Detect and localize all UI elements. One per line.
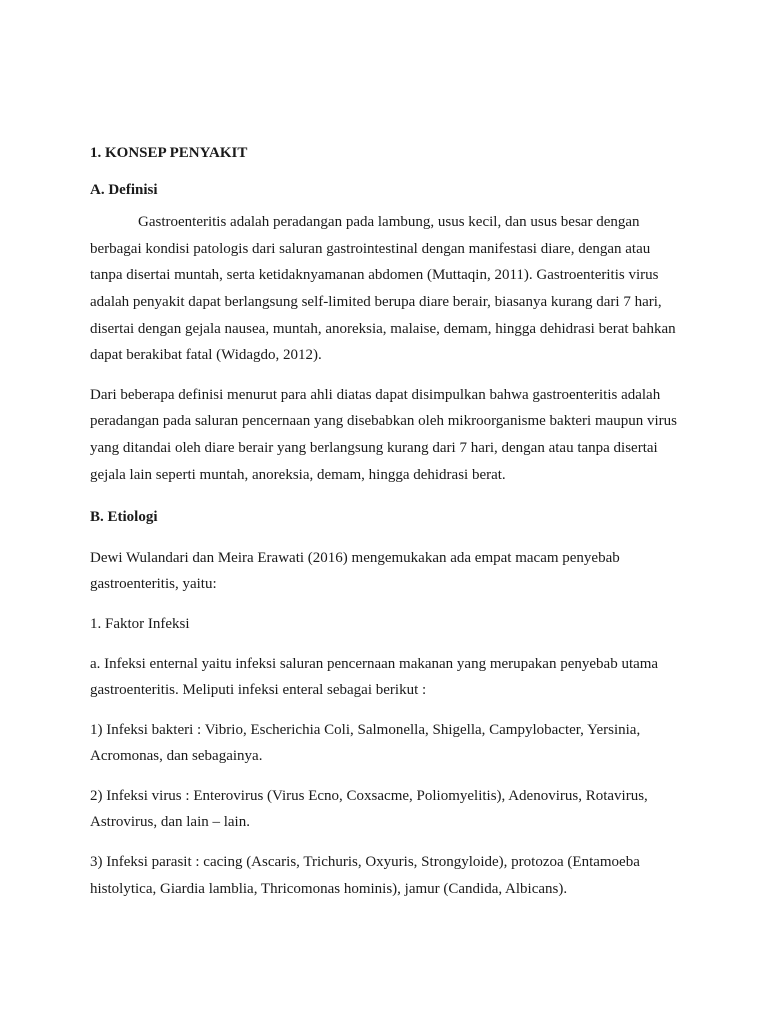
- item-parasitic-infection: 3) Infeksi parasit : cacing (Ascaris, Trichuris, Oxyuris, Strongyloide), protozoa (Entamoeba histolytica, Giardia lamblia, Thricomonas hominis), jamur (Candida, Albicans).: [90, 854, 640, 897]
- section-b-heading: B. Etiologi: [90, 509, 158, 526]
- document-page: [90, 140, 680, 902]
- item-enteral-infection: a. Infeksi enternal yaitu infeksi saluran pencernaan makanan yang merupakan penyebab utama gastroenteritis. Meliputi infeksi enteral sebagai berikut :: [90, 655, 659, 699]
- definition-paragraph-1: Gastroenteritis adalah peradangan pada lambung, usus kecil, dan usus besar dengan berbagai kondisi patologis dari saluran gastrointestinal dengan manifestasi diare, dengan atau tanpa disertai muntah, serta ketidaknyamanan abdomen (Muttaqin, 2011). Gastroenteritis virus adalah penyakit dapat berlangsung self-limited berupa diare berair, biasanya kurang dari 7 hari, disertai dengan gejala nausea, muntah, anoreksia, malaise, demam, hingga dehidrasi berat bahkan dapat berakibat fatal (Widagdo, 2012).: [90, 214, 676, 364]
- definition-paragraph-2: Dari beberapa definisi menurut para ahli diatas dapat disimpulkan bahwa gastroenteritis adalah peradangan pada saluran pencernaan yang disebabkan oleh mikroorganisme bakteri maupun virus yang ditandai oleh diare berair yang berlangsung kurang dari 7 hari, dengan atau tanpa disertai gejala lain seperti muntah, anoreksia, demam, hingga dehidrasi berat.: [90, 386, 678, 483]
- item-viral-infection: 2) Infeksi virus : Enterovirus (Virus Ecno, Coxsacme, Poliomyelitis), Adenovirus, Rotavirus, Astrovirus, dan lain – lain.: [90, 787, 648, 831]
- main-heading: 1. KONSEP PENYAKIT: [90, 145, 248, 161]
- factor-infection: 1. Faktor Infeksi: [90, 615, 190, 632]
- etiology-intro: Dewi Wulandari dan Meira Erawati (2016) mengemukakan ada empat macam penyebab gastroenteritis, yaitu:: [90, 549, 620, 593]
- section-a-heading: A. Definisi: [90, 181, 158, 198]
- item-bacterial-infection: 1) Infeksi bakteri : Vibrio, Escherichia Coli, Salmonella, Shigella, Campylobacter, Yersinia, Acromonas, dan sebagainya.: [90, 721, 641, 765]
